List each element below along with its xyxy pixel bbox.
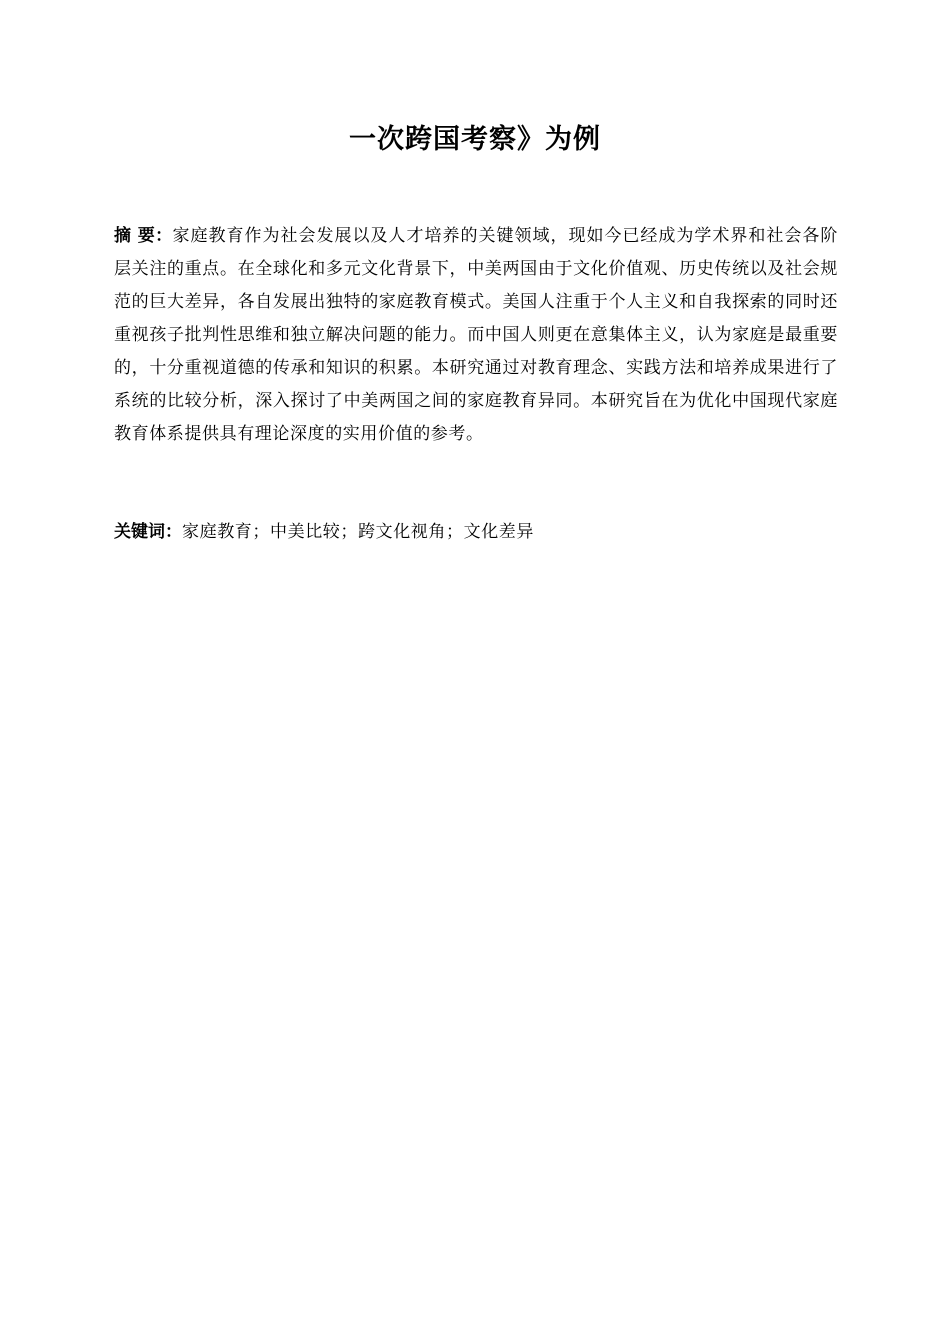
abstract-text: 家庭教育作为社会发展以及人才培养的关键领域，现如今已经成为学术界和社会各阶层关注的重点。在全球化和多元文化背景下，中美两国由于文化价值观、历史传统以及社会规范的巨大差异，各自发展出独特的家庭教育模式。美国人注重于个人主义和自我探索的同时还重视孩子批判性思维和独立解决问题的能力。而中国人则更在意集体主义，认为家庭是最重要的，十分重视道德的传承和知识的积累。本研究通过对教育理念、实践方法和培养成果进行了系统的比较分析，深入探讨了中美两国之间的家庭教育异同。本研究旨在为优化中国现代家庭教育体系提供具有理论深度的实用价值的参考。	[114, 226, 839, 444]
keywords-label: 关键词：	[114, 522, 182, 542]
keywords-line	[114, 516, 838, 549]
abstract-label: 摘 要：	[114, 226, 173, 246]
page-title: 一次跨国考察》为例	[349, 124, 601, 155]
abstract-paragraph	[114, 220, 838, 451]
keywords-text: 家庭教育；中美比较；跨文化视角；文化差异	[182, 522, 534, 542]
